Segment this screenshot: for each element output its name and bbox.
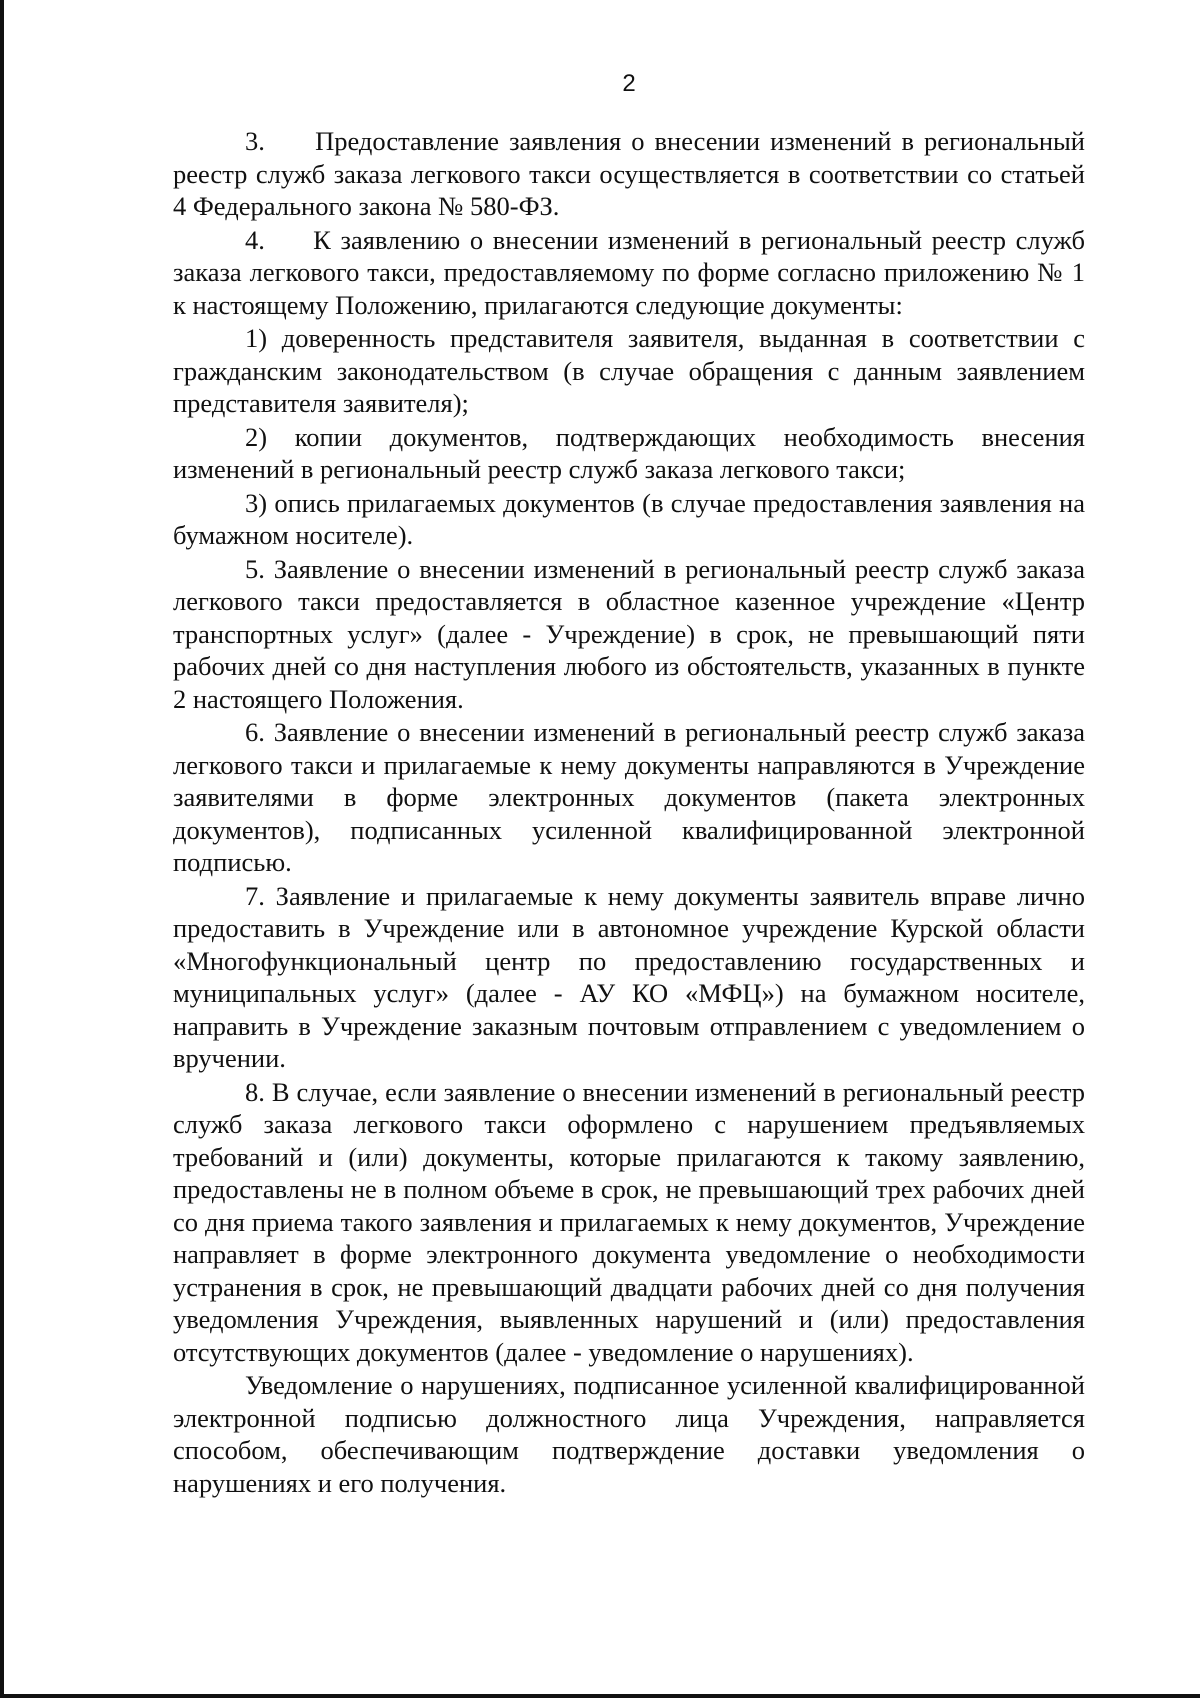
- paragraph-3: 3. Предоставление заявления о внесении изменений в региональный реестр служб заказа легкового такси осуществляется в соответствии со статьей 4 Федерального закона № 580-ФЗ.: [173, 126, 1085, 221]
- page-number: 2: [622, 70, 636, 97]
- paragraph-8: 8. В случае, если заявление о внесении изменений в региональный реестр служб заказа легкового такси оформлено с нарушением предъявляемых требований и (или) документы, которые прилагаются к такому заявлению, предоставлены не в полном объеме в срок, не превышающий трех рабочих дней со дня приема такого заявления и прилагаемых к нему документов, Учреждение направляет в форме электронного документа уведомление о необходимости устранения в срок, не превышающий двадцати рабочих дней со дня получения уведомления Учреждения, выявленных нарушений и (или) предоставления отсутствующих документов (далее - уведомление о нарушениях).: [173, 1076, 1085, 1367]
- paragraph-4: 4. К заявлению о внесении изменений в региональный реестр служб заказа легкового такси, предоставляемому по форме согласно приложению № 1 к настоящему Положению, прилагаются следующие документы:: [173, 224, 1085, 320]
- paragraph-6: 6. Заявление о внесении изменений в региональный реестр служб заказа легкового такси и прилагаемые к нему документы направляются в Учреждение заявителями в форме электронных документов (пакета электронных документов), подписанных усиленной квалифицированной электронной подписью.: [173, 717, 1085, 877]
- scan-bottom-edge: [0, 1694, 1200, 1698]
- paragraph-notification: Уведомление о нарушениях, подписанное усиленной квалифицированной электронной подписью должностного лица Учреждения, направляется способом, обеспечивающим подтверждение доставки уведомления о нарушениях и его получения.: [173, 1370, 1085, 1498]
- list-item-2: 2) копии документов, подтверждающих необходимость внесения изменений в региональный реестр служб заказа легкового такси;: [173, 421, 1085, 484]
- document-body: [173, 125, 1085, 1500]
- list-item-3: 3) опись прилагаемых документов (в случае предоставления заявления на бумажном носителе).: [173, 487, 1085, 550]
- paragraph-5: 5. Заявление о внесении изменений в региональный реестр служб заказа легкового такси предоставляется в областное казенное учреждение «Центр транспортных услуг» (далее - Учреждение) в срок, не превышающий пяти рабочих дней со дня наступления любого из обстоятельств, указанных в пункте 2 настоящего Положения.: [173, 553, 1085, 714]
- paragraph-7: 7. Заявление и прилагаемые к нему документы заявитель вправе лично предоставить в Учреждение или в автономное учреждение Курской области «Многофункциональный центр по предоставлению государственных и муниципальных услуг» (далее - АУ КО «МФЦ») на бумажном носителе, направить в Учреждение заказным почтовым отправлением с уведомлением о вручении.: [173, 880, 1085, 1073]
- scan-left-edge: [0, 0, 4, 1698]
- list-item-1: 1) доверенность представителя заявителя, выданная в соответствии с гражданским законодательством (в случае обращения с данным заявлением представителя заявителя);: [173, 323, 1085, 418]
